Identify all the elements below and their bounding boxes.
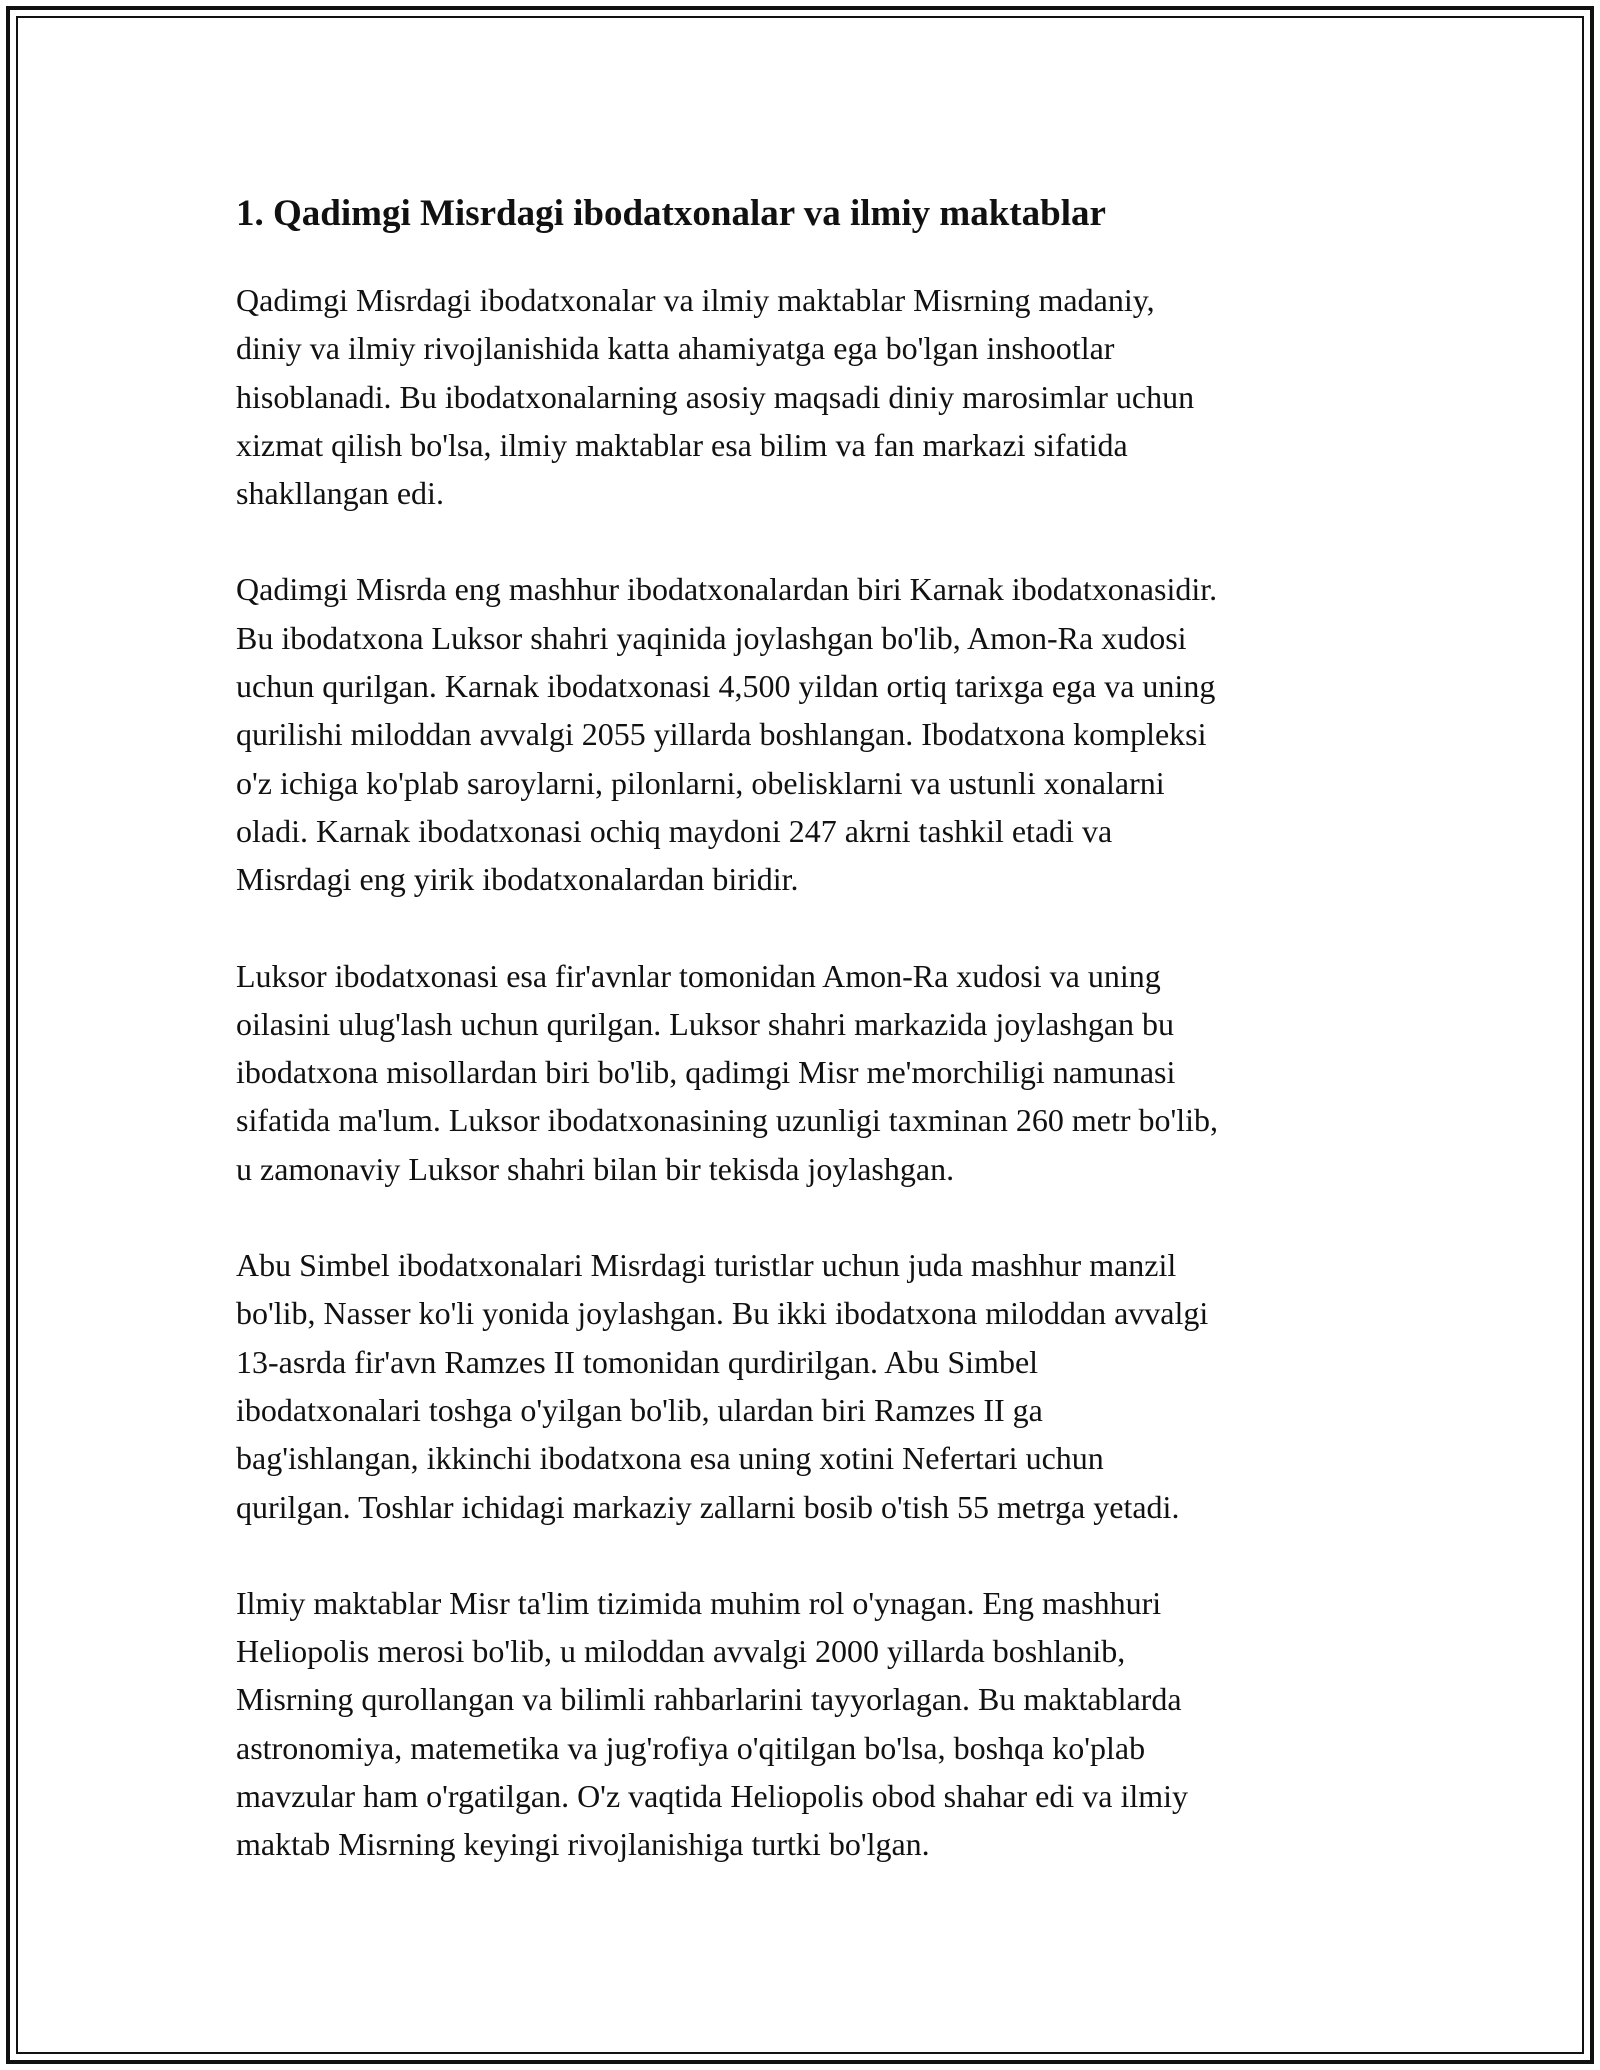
paragraph-abu-simbel: Abu Simbel ibodatxonalari Misrdagi turistlar uchun juda mashhur manzil bo'lib, Nasser ko'li yonida joylashgan. Bu ikki ibodatxona miloddan avvalgi 13-asrda fir'avn Ramzes II tomonidan qurdirilgan. Abu Simbel ibodatxonalari toshga o'yilgan bo'lib, ulardan biri Ramzes II ga bag'ishlangan, ikkinchi ibodatxona esa uning xotini Nefertari uchun qurilgan. Toshlar ichidagi markaziy zallarni bosib o'tish 55 metrga yetadi.	[236, 1247, 1209, 1525]
document-body	[236, 186, 1396, 1917]
section-heading: 1. Qadimgi Misrdagi ibodatxonalar va ilmiy maktablar	[236, 193, 1106, 234]
paragraph-schools: Ilmiy maktablar Misr ta'lim tizimida muhim rol o'ynagan. Eng mashhuri Heliopolis merosi bo'lib, u miloddan avvalgi 2000 yillarda boshlanib, Misrning qurollangan va bilimli rahbarlarini tayyorlagan. Bu maktablarda astronomiya, matemetika va jug'rofiya o'qitilgan bo'lsa, boshqa ko'plab mavzular ham o'rgatilgan. O'z vaqtida Heliopolis obod shahar edi va ilmiy maktab Misrning keyingi rivojlanishiga turtki bo'lgan.	[236, 1584, 1189, 1863]
paragraph-luksor: Luksor ibodatxonasi esa fir'avnlar tomonidan Amon-Ra xudosi va uning oilasini ulug'lash uchun qurilgan. Luksor shahri markazida joylashgan bu ibodatxona misollardan biri bo'lib, qadimgi Misr me'morchiligi namunasi sifatida ma'lum. Luksor ibodatxonasining uzunligi taxminan 260 metr bo'lib, u zamonaviy Luksor shahri bilan bir tekisda joylashgan.	[236, 957, 1219, 1187]
paragraph-intro: Qadimgi Misrdagi ibodatxonalar va ilmiy maktablar Misrning madaniy, diniy va ilmiy rivojlanishida katta ahamiyatga ega bo'lgan inshootlar hisoblanadi. Bu ibodatxonalarning asosiy maqsadi diniy marosimlar uchun xizmat qilish bo'lsa, ilmiy maktablar esa bilim va fan markazi sifatida shakllangan edi.	[236, 282, 1195, 512]
paragraph-karnak: Qadimgi Misrda eng mashhur ibodatxonalardan biri Karnak ibodatxonasidir. Bu ibodatxona Luksor shahri yaqinida joylashgan bo'lib, Amon-Ra xudosi uchun qurilgan. Karnak ibodatxonasi 4,500 yildan ortiq tarixga ega va uning qurilishi miloddan avvalgi 2055 yillarda boshlangan. Ibodatxona kompleksi o'z ichiga ko'plab saroylarni, pilonlarni, obelisklarni va ustunli xonalarni oladi. Karnak ibodatxonasi ochiq maydoni 247 akrni tashkil etadi va Misrdagi eng yirik ibodatxonalardan biridir.	[236, 571, 1218, 898]
